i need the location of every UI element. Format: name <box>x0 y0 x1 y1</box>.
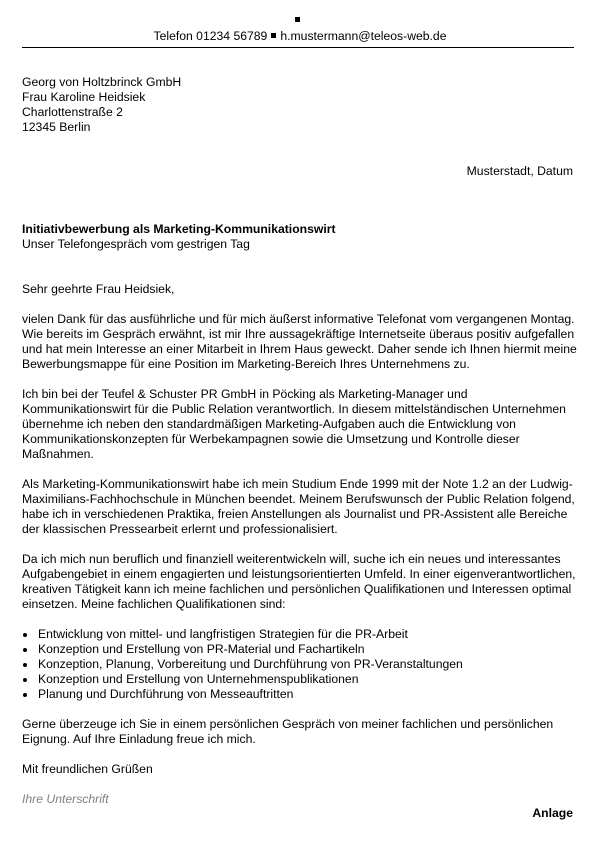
recipient-company: Georg von Holtzbrinck GmbH <box>22 75 182 89</box>
date-line: Musterstadt, Datum <box>466 164 573 178</box>
header-square-marker <box>295 17 300 22</box>
recipient-address <box>22 75 181 135</box>
list-item: Entwicklung von mittel- und langfristigen Strategien für die PR-Arbeit <box>22 627 577 642</box>
paragraph-current-role: Ich bin bei der Teufel & Schuster PR GmbH in Pöcking als Marketing-Manager und Kommunikationswirt für die Public Relation verantwortlich. In diesem mittelständischen Unternehmen übernehme ich neben den standardmäßigen Marketing-Aufgaben auch die Entwicklung von Kommunikationskonzepten für Werbekampagnen sowie die Umsetzung und Kontrolle dieser Maßnahmen. <box>22 387 566 461</box>
paragraph-intro: vielen Dank für das ausführliche und für mich äußerst informative Telefonat vom vergangenen Montag. Wie bereits im Gespräch erwähnt, ist mir Ihre aussagekräftige Internetseite überaus positiv aufgefallen und hat mein Interesse an einer Mitarbeit in Ihrem Haus geweckt. Daher sende ich Ihnen hiermit meine Bewerbungsmappe für eine Position im Marketing-Bereich Ihres Unternehmens zu. <box>22 312 577 371</box>
header-rule <box>22 47 574 48</box>
list-item: Planung und Durchführung von Messeauftritten <box>22 687 577 702</box>
subject-reference: Unser Telefongespräch vom gestrigen Tag <box>22 237 250 251</box>
subject-title: Initiativbewerbung als Marketing-Kommunikationswirt <box>22 222 336 236</box>
subject-block <box>22 222 336 252</box>
recipient-street: Charlottenstraße 2 <box>22 105 123 119</box>
signature: Ihre Unterschrift <box>22 792 109 806</box>
paragraph-education: Als Marketing-Kommunikationswirt habe ich mein Studium Ende 1999 mit der Note 1.2 an der Ludwig-Maximilians-Fachhochschule in München beendet. Meinem Berufswunsch der Public Relation folgend, habe ich in verschiedenen Praktika, freien Anstellungen als Journalist und PR-Assistent alle Bereiche der klassischen Pressearbeit erlernt und professionalisiert. <box>22 477 575 536</box>
recipient-person: Frau Karoline Heidsiek <box>22 90 146 104</box>
attachment-label: Anlage <box>532 806 573 820</box>
list-item: Konzeption, Planung, Vorbereitung und Durchführung von PR-Veranstaltungen <box>22 657 577 672</box>
salutation: Sehr geehrte Frau Heidsiek, <box>22 282 175 296</box>
separator-square <box>271 33 276 38</box>
email-address: h.mustermann@teleos-web.de <box>280 29 447 43</box>
letter-body <box>22 282 577 792</box>
list-item: Konzeption und Erstellung von PR-Material und Fachartikeln <box>22 642 577 657</box>
qualifications-list <box>22 627 577 702</box>
closing-greeting: Mit freundlichen Grüßen <box>22 762 153 776</box>
list-item: Konzeption und Erstellung von Unternehmenspublikationen <box>22 672 577 687</box>
paragraph-closing: Gerne überzeuge ich Sie in einem persönlichen Gespräch von meiner fachlichen und persönlichen Eignung. Auf Ihre Einladung freue ich mich. <box>22 717 554 746</box>
paragraph-motivation: Da ich mich nun beruflich und finanziell weiterentwickeln will, suche ich ein neues und interessantes Aufgabengebiet in einem engagierten und leistungsorientierten Umfeld. In einer eigenverantwortlichen, kreativen Tätigkeit kann ich meine fachlichen und persönlichen Qualifikationen und Interessen optimal einsetzen. Meine fachlichen Qualifikationen sind: <box>22 552 576 611</box>
contact-line <box>0 29 600 44</box>
recipient-city: 12345 Berlin <box>22 120 91 134</box>
phone-number: Telefon 01234 56789 <box>153 29 268 43</box>
